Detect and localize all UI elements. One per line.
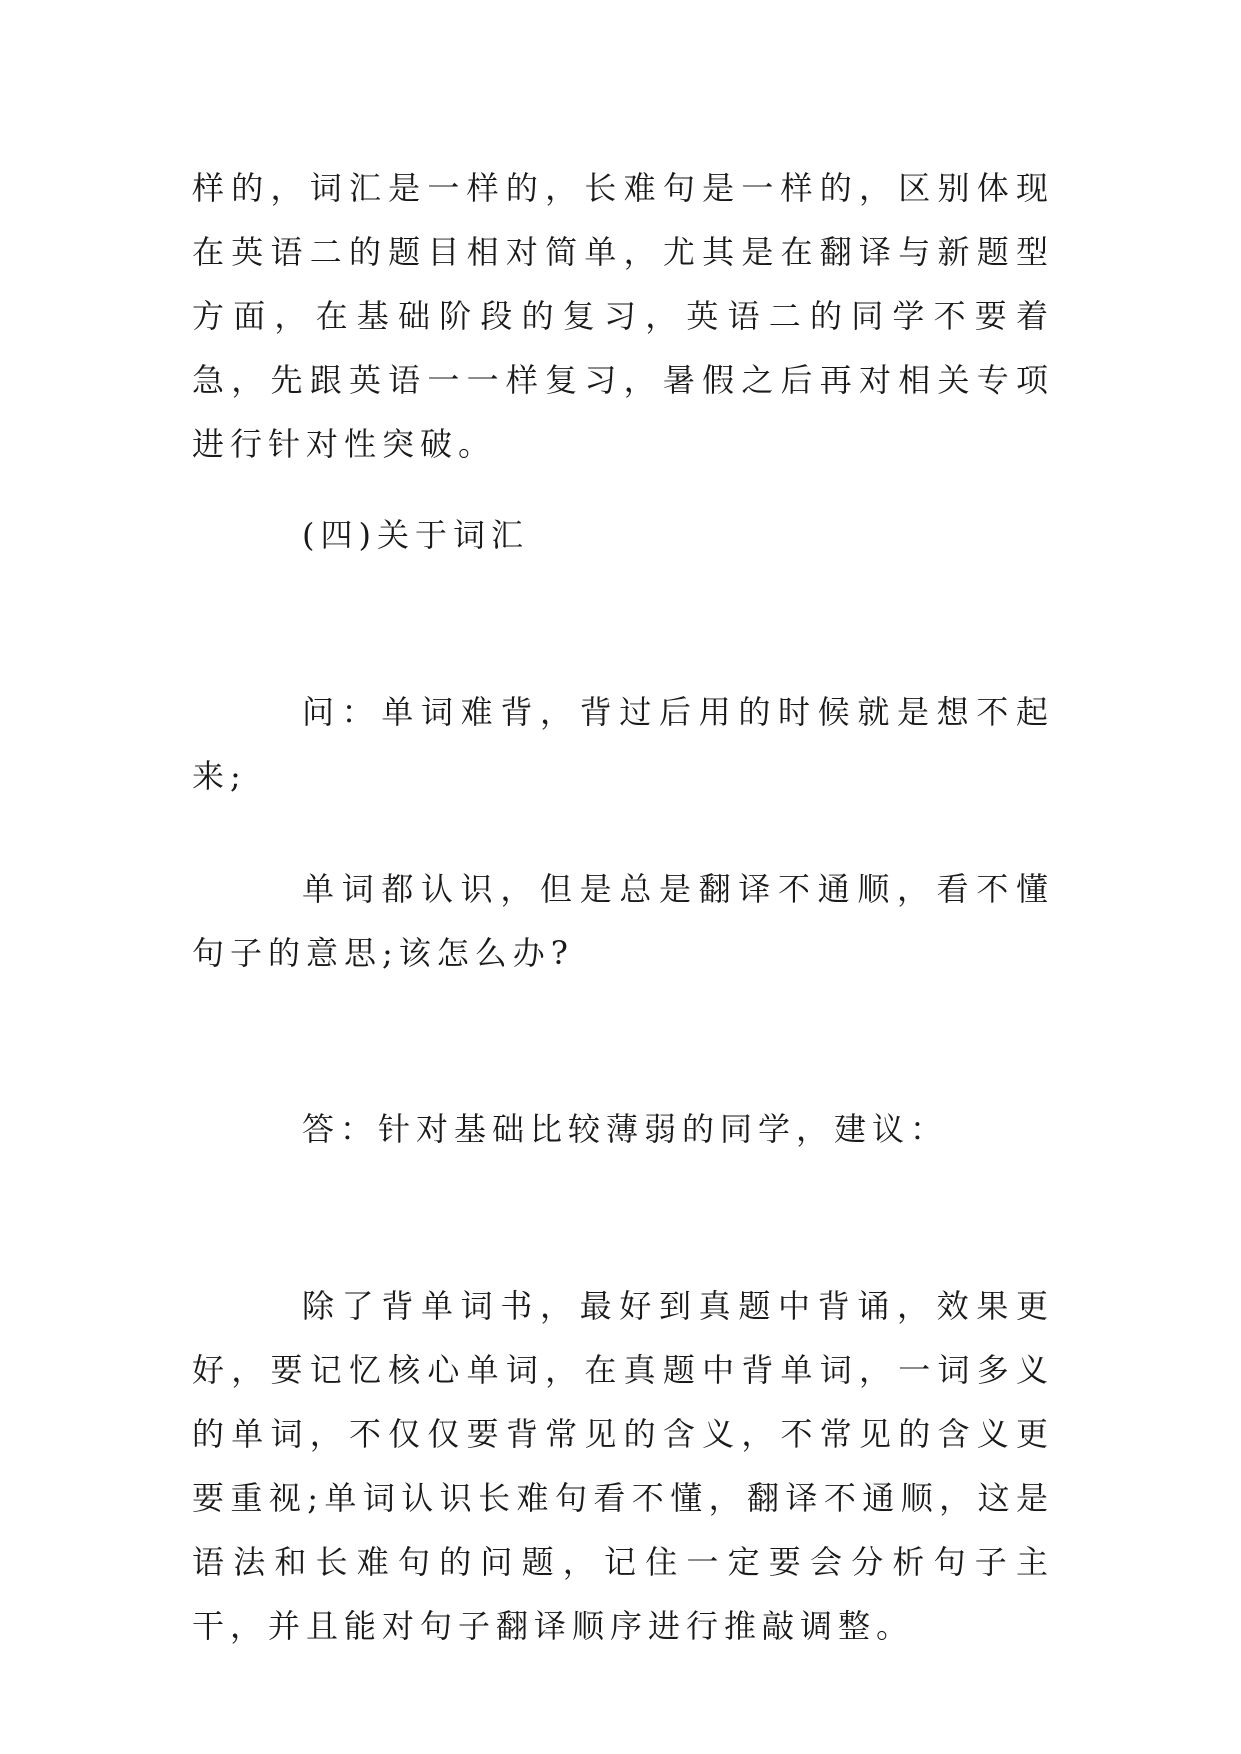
paragraph-question: 问：单词难背，背过后用的时候就是想不起来; (192, 693, 1054, 795)
section-heading: (四)关于词汇 (302, 516, 529, 554)
paragraph-question-continued: 单词都认识，但是总是翻译不通顺，看不懂句子的意思;该怎么办? (192, 870, 1054, 972)
paragraph-continued: 样的，词汇是一样的，长难句是一样的，区别体现在英语二的题目相对简单，尤其是在翻译与新题型方面，在基础阶段的复习，英语二的同学不要着急，先跟英语一一样复习，暑假之后再对相关专项进行针对性突破。 (192, 169, 1054, 463)
paragraph-answer: 答：针对基础比较薄弱的同学，建议： (302, 1110, 949, 1148)
paragraph-advice: 除了背单词书，最好到真题中背诵，效果更好，要记忆核心单词，在真题中背单词，一词多义的单词，不仅仅要背常见的含义，不常见的含义更要重视;单词认识长难句看不懂，翻译不通顺，这是语法和长难句的问题，记住一定要会分析句子主干，并且能对句子翻译顺序进行推敲调整。 (192, 1287, 1054, 1645)
